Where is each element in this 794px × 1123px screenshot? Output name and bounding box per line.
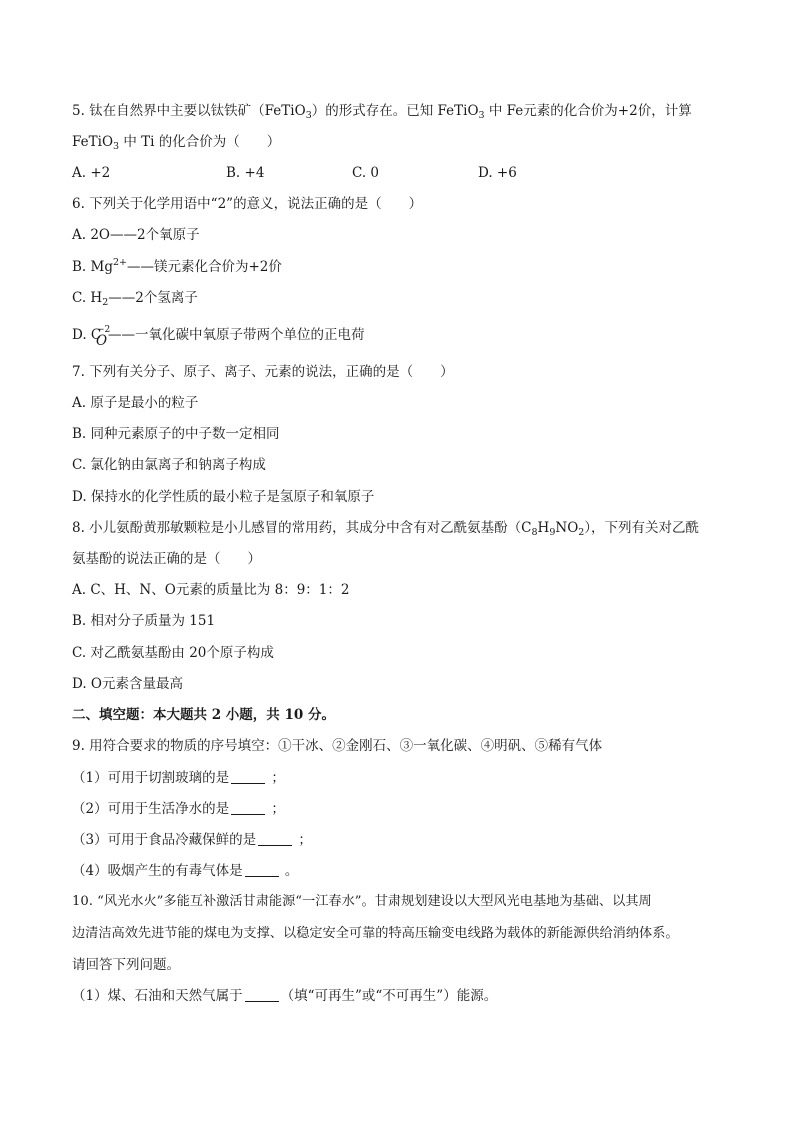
q10-item-text: （填“可再生”或“不可再生”）能源。 [280,988,498,1004]
q9-item-text: （1）可用于切割玻璃的是 [72,770,230,786]
subscript: 2 [102,297,109,308]
oxygen-symbol: O [96,333,108,349]
answer-blank[interactable] [231,800,265,815]
answer-blank[interactable] [231,769,265,784]
q5-text: 中 Ti 的化合价为（ ） [119,134,281,150]
q8-text: ），下列有关对乙酰 [584,520,700,536]
q6-text: ——镁元素化合价为+2价 [126,259,282,275]
section-heading: 二、填空题：本大题共 2 小题，共 10 分。 [72,707,335,723]
subscript: 3 [478,110,485,121]
q6-text: C. H [72,290,103,306]
co-valence-notation [72,325,111,349]
q9-item-2 [72,799,724,819]
subscript: 3 [305,110,312,121]
q9-item-text: （4）吸烟产生的有毒气体是 [72,863,243,879]
q8-stem-line1 [72,518,724,538]
q8-text: 8. 小儿氨酚黄那敏颗粒是小儿感冒的常用药，其成分中含有对乙酰氨基酚（C [72,520,532,536]
superscript: 2+ [112,257,127,268]
q6-option-d [72,325,724,349]
q7-option-d: D. 保持水的化学性质的最小粒子是氢原子和氧原子 [72,489,375,505]
q5-text: 中 Fe元素的化合价为+2价，计算 [484,103,692,119]
q10-item-text: （1）煤、石油和天然气属于 [72,988,243,1004]
q8-text: H [537,520,550,536]
q9-item-punct: ； [294,832,312,848]
q8-option-a: A. C、H、N、O元素的质量比为 8：9：1：2 [72,582,350,598]
q7-option-a: A. 原子是最小的粒子 [72,395,199,411]
q6-text: ——2个氢离子 [108,290,198,306]
q5-text: FeTiO [72,134,114,150]
q9-stem: 9. 用符合要求的物质的序号填空：①干冰、②金刚石、③一氧化碳、④明矾、⑤稀有气体 [72,738,603,754]
q9-item-3 [72,830,724,850]
q10-stem-line2: 边清洁高效先进节能的煤电为支撑、以稳定安全可靠的特高压输变电线路为载体的新能源供给消纳体系。 [72,926,679,941]
q6-text: D. C [72,327,102,343]
q6-text: B. Mg [72,259,113,275]
q6-text: ——一氧化碳中氧原子带两个单位的正电荷 [108,327,365,343]
q9-item-punct: 。 [280,863,299,879]
q8-stem-line2: 氨基酚的说法正确的是（ ） [72,551,261,567]
q6-option-c [72,288,724,308]
q10-item-1 [72,986,724,1006]
q5-option-c: C. 0 [352,165,380,181]
subscript: 3 [113,141,120,152]
q9-item-punct: ； [267,770,285,786]
q10-stem-line1: 10. “风光水火”多能互补激活甘肃能源“一江春水”。甘肃规划建设以大型风光电基地为基础、以其周 [72,894,652,909]
q5-option-b: B. +4 [226,165,265,181]
q9-item-1 [72,768,724,788]
q9-item-punct: ； [267,801,285,817]
q5-option-a: A. +2 [72,165,111,181]
q8-option-b: B. 相对分子质量为 151 [72,613,216,629]
answer-blank[interactable] [245,987,279,1002]
q6-option-b [72,257,724,277]
q5-text: ）的形式存在。已知 FeTiO [311,103,479,119]
q7-stem: 7. 下列有关分子、原子、离子、元素的说法，正确的是（ ） [72,364,454,380]
q9-item-text: （2）可用于生活净水的是 [72,801,230,817]
q6-stem: 6. 下列关于化学用语中“2”的意义，说法正确的是（ ） [72,196,423,212]
valence-mark: −2 [97,325,111,335]
q10-stem-line3: 请回答下列问题。 [72,957,180,973]
q8-option-d: D. O元素含量最高 [72,676,183,692]
q5-text: 5. 钛在自然界中主要以钛铁矿（FeTiO [72,103,306,119]
q9-item-text: （3）可用于食品冷藏保鲜的是 [72,832,257,848]
q8-text: NO [555,520,579,536]
q7-option-c: C. 氯化钠由氯离子和钠离子构成 [72,457,266,473]
q5-options [72,163,724,183]
q6-option-a: A. 2O——2个氧原子 [72,227,200,243]
subscript: 2 [578,527,585,538]
answer-blank[interactable] [258,831,292,846]
subscript: 9 [549,527,556,538]
answer-blank[interactable] [245,862,279,877]
q5-stem-line1 [72,101,724,121]
subscript: 8 [531,527,538,538]
q5-stem-line2 [72,132,724,152]
q5-option-d: D. +6 [478,165,517,181]
q7-option-b: B. 同种元素原子的中子数一定相同 [72,426,280,442]
q9-item-4 [72,861,724,881]
q8-option-c: C. 对乙酰氨基酚由 20个原子构成 [72,645,274,661]
